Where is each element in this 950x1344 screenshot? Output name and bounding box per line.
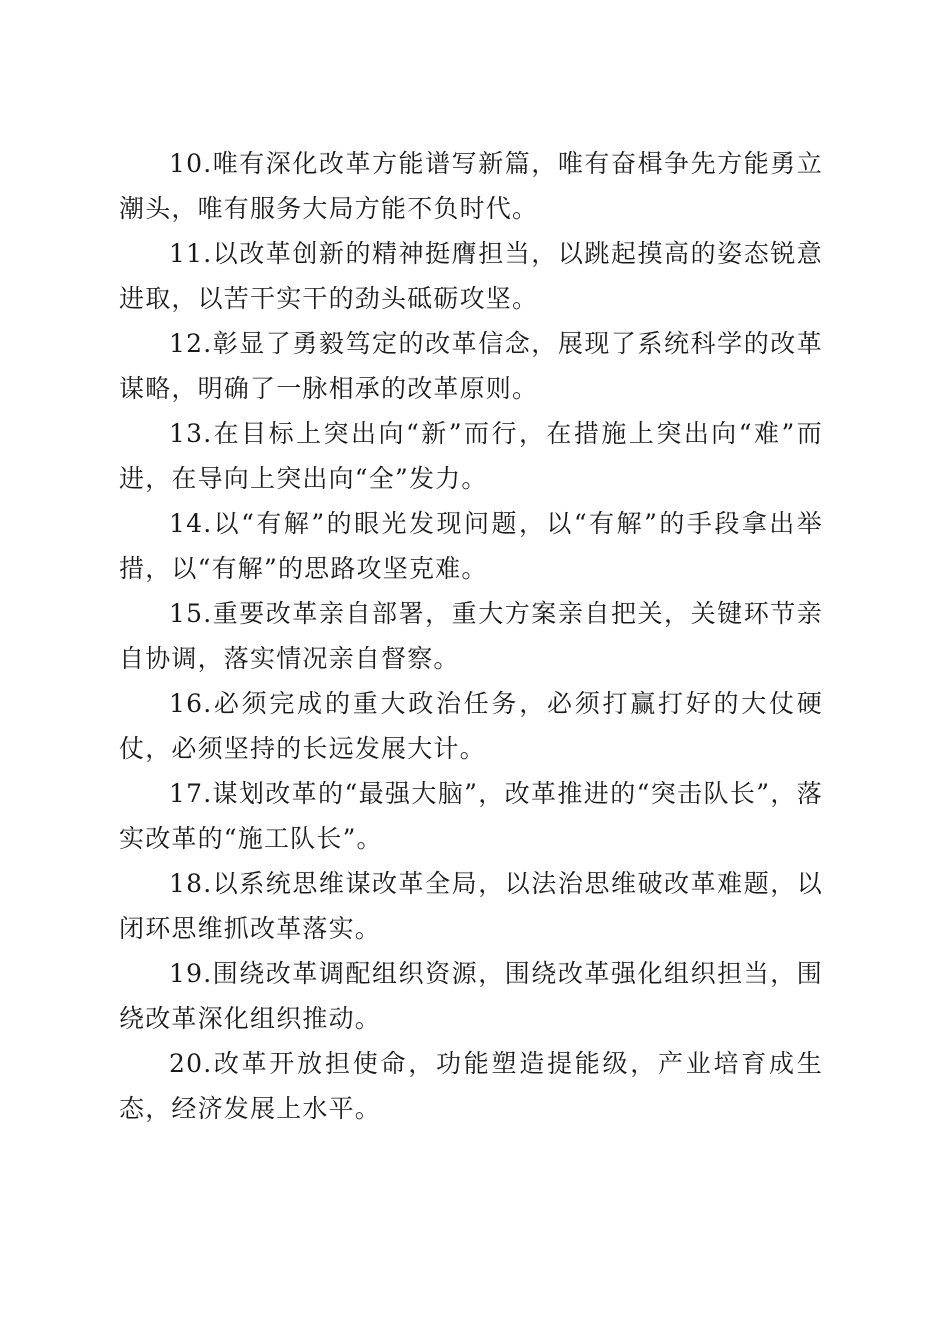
list-item: 12.彰显了勇毅笃定的改革信念，展现了系统科学的改革谋略，明确了一脉相承的改革原则。 [119,329,823,403]
list-item: 20.改革开放担使命，功能塑造提能级，产业培育成生态，经济发展上水平。 [119,1049,823,1123]
list-item: 16.必须完成的重大政治任务，必须打赢打好的大仗硬仗，必须坚持的长远发展大计。 [119,689,823,763]
list-item: 17.谋划改革的“最强大脑”，改革推进的“突击队长”，落实改革的“施工队长”。 [119,779,823,853]
list-item: 14.以“有解”的眼光发现问题，以“有解”的手段拿出举措，以“有解”的思路攻坚克难。 [119,509,823,583]
list-item: 19.围绕改革调配组织资源，围绕改革强化组织担当，围绕改革深化组织推动。 [119,959,823,1033]
list-item: 18.以系统思维谋改革全局，以法治思维破改革难题，以闭环思维抓改革落实。 [119,869,823,943]
list-item: 10.唯有深化改革方能谱写新篇，唯有奋楫争先方能勇立潮头，唯有服务大局方能不负时代。 [119,149,823,223]
document-body [119,141,823,1131]
list-item: 15.重要改革亲自部署，重大方案亲自把关，关键环节亲自协调，落实情况亲自督察。 [119,599,823,673]
list-item: 11.以改革创新的精神挺膺担当，以跳起摸高的姿态锐意进取，以苦干实干的劲头砥砺攻坚。 [119,239,823,313]
list-item: 13.在目标上突出向“新”而行，在措施上突出向“难”而进，在导向上突出向“全”发力。 [119,419,823,493]
